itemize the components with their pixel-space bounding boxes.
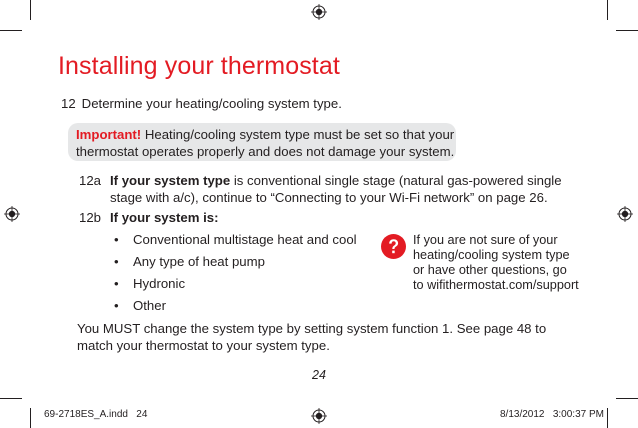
- crop-mark-bottom-left: [30, 408, 31, 428]
- bullet-text: Other: [133, 298, 166, 313]
- page-title: Installing your thermostat: [58, 52, 340, 80]
- substep-12a-line-2: stage with a/c), continue to “Connecting to your Wi-Fi network” on page 26.: [110, 190, 548, 205]
- help-line: If you are not sure of your: [413, 233, 558, 247]
- crop-mark-bottom-right: [607, 408, 608, 428]
- crop-mark-left-bottom: [0, 398, 22, 399]
- system-type-instruction: [77, 320, 557, 354]
- crop-mark-right-bottom: [616, 398, 638, 399]
- instruction-line-2: match your thermostat to your system type.: [77, 338, 330, 353]
- crop-mark-top-right: [607, 0, 608, 20]
- registration-mark-top-icon: [311, 4, 327, 20]
- help-note: [413, 233, 593, 293]
- substep-12a-bold: If your system type: [110, 173, 231, 188]
- instruction-line-1: You MUST change the system type by setting system function 1. See page 48 to: [77, 321, 547, 336]
- important-line-1: Heating/cooling system type must be set so that your: [141, 127, 455, 142]
- bullet-text: Hydronic: [133, 276, 186, 291]
- crop-mark-left-top: [0, 30, 22, 31]
- bullet-text: Conventional multistage heat and cool: [133, 232, 357, 247]
- substep-12b-code: 12b: [79, 210, 102, 225]
- crop-mark-top-left: [30, 0, 31, 20]
- registration-mark-right-icon: [617, 206, 633, 222]
- important-label: Important!: [76, 127, 142, 142]
- page-number: 24: [312, 368, 326, 382]
- registration-mark-left-icon: [4, 206, 20, 222]
- important-notice: [68, 123, 456, 161]
- substep-12a-code: 12a: [79, 173, 102, 188]
- substep-12b: [79, 209, 379, 227]
- bullet-text: Any type of heat pump: [133, 254, 265, 269]
- step-text: Determine your heating/cooling system type.: [81, 96, 342, 111]
- substep-12a: [79, 172, 579, 208]
- help-line: to wifithermostat.com/support: [413, 278, 579, 292]
- substep-12b-bold: If your system is:: [110, 210, 219, 225]
- slug-date: 8/13/2012 3:00:37 PM: [500, 409, 604, 420]
- registration-mark-bottom-icon: [311, 408, 327, 424]
- help-line: heating/cooling system type: [413, 248, 570, 262]
- help-line: or have other questions, go: [413, 263, 567, 277]
- question-icon: [381, 234, 406, 259]
- slug-file: 69-2718ES_A.indd 24: [44, 409, 148, 420]
- step-12: [61, 96, 342, 111]
- important-line-2: thermostat operates properly and does not damage your system.: [76, 144, 455, 159]
- step-number: 12: [61, 96, 76, 111]
- substep-12a-line-1: is conventional single stage (natural gas-powered single: [230, 173, 562, 188]
- crop-mark-right-top: [616, 30, 638, 31]
